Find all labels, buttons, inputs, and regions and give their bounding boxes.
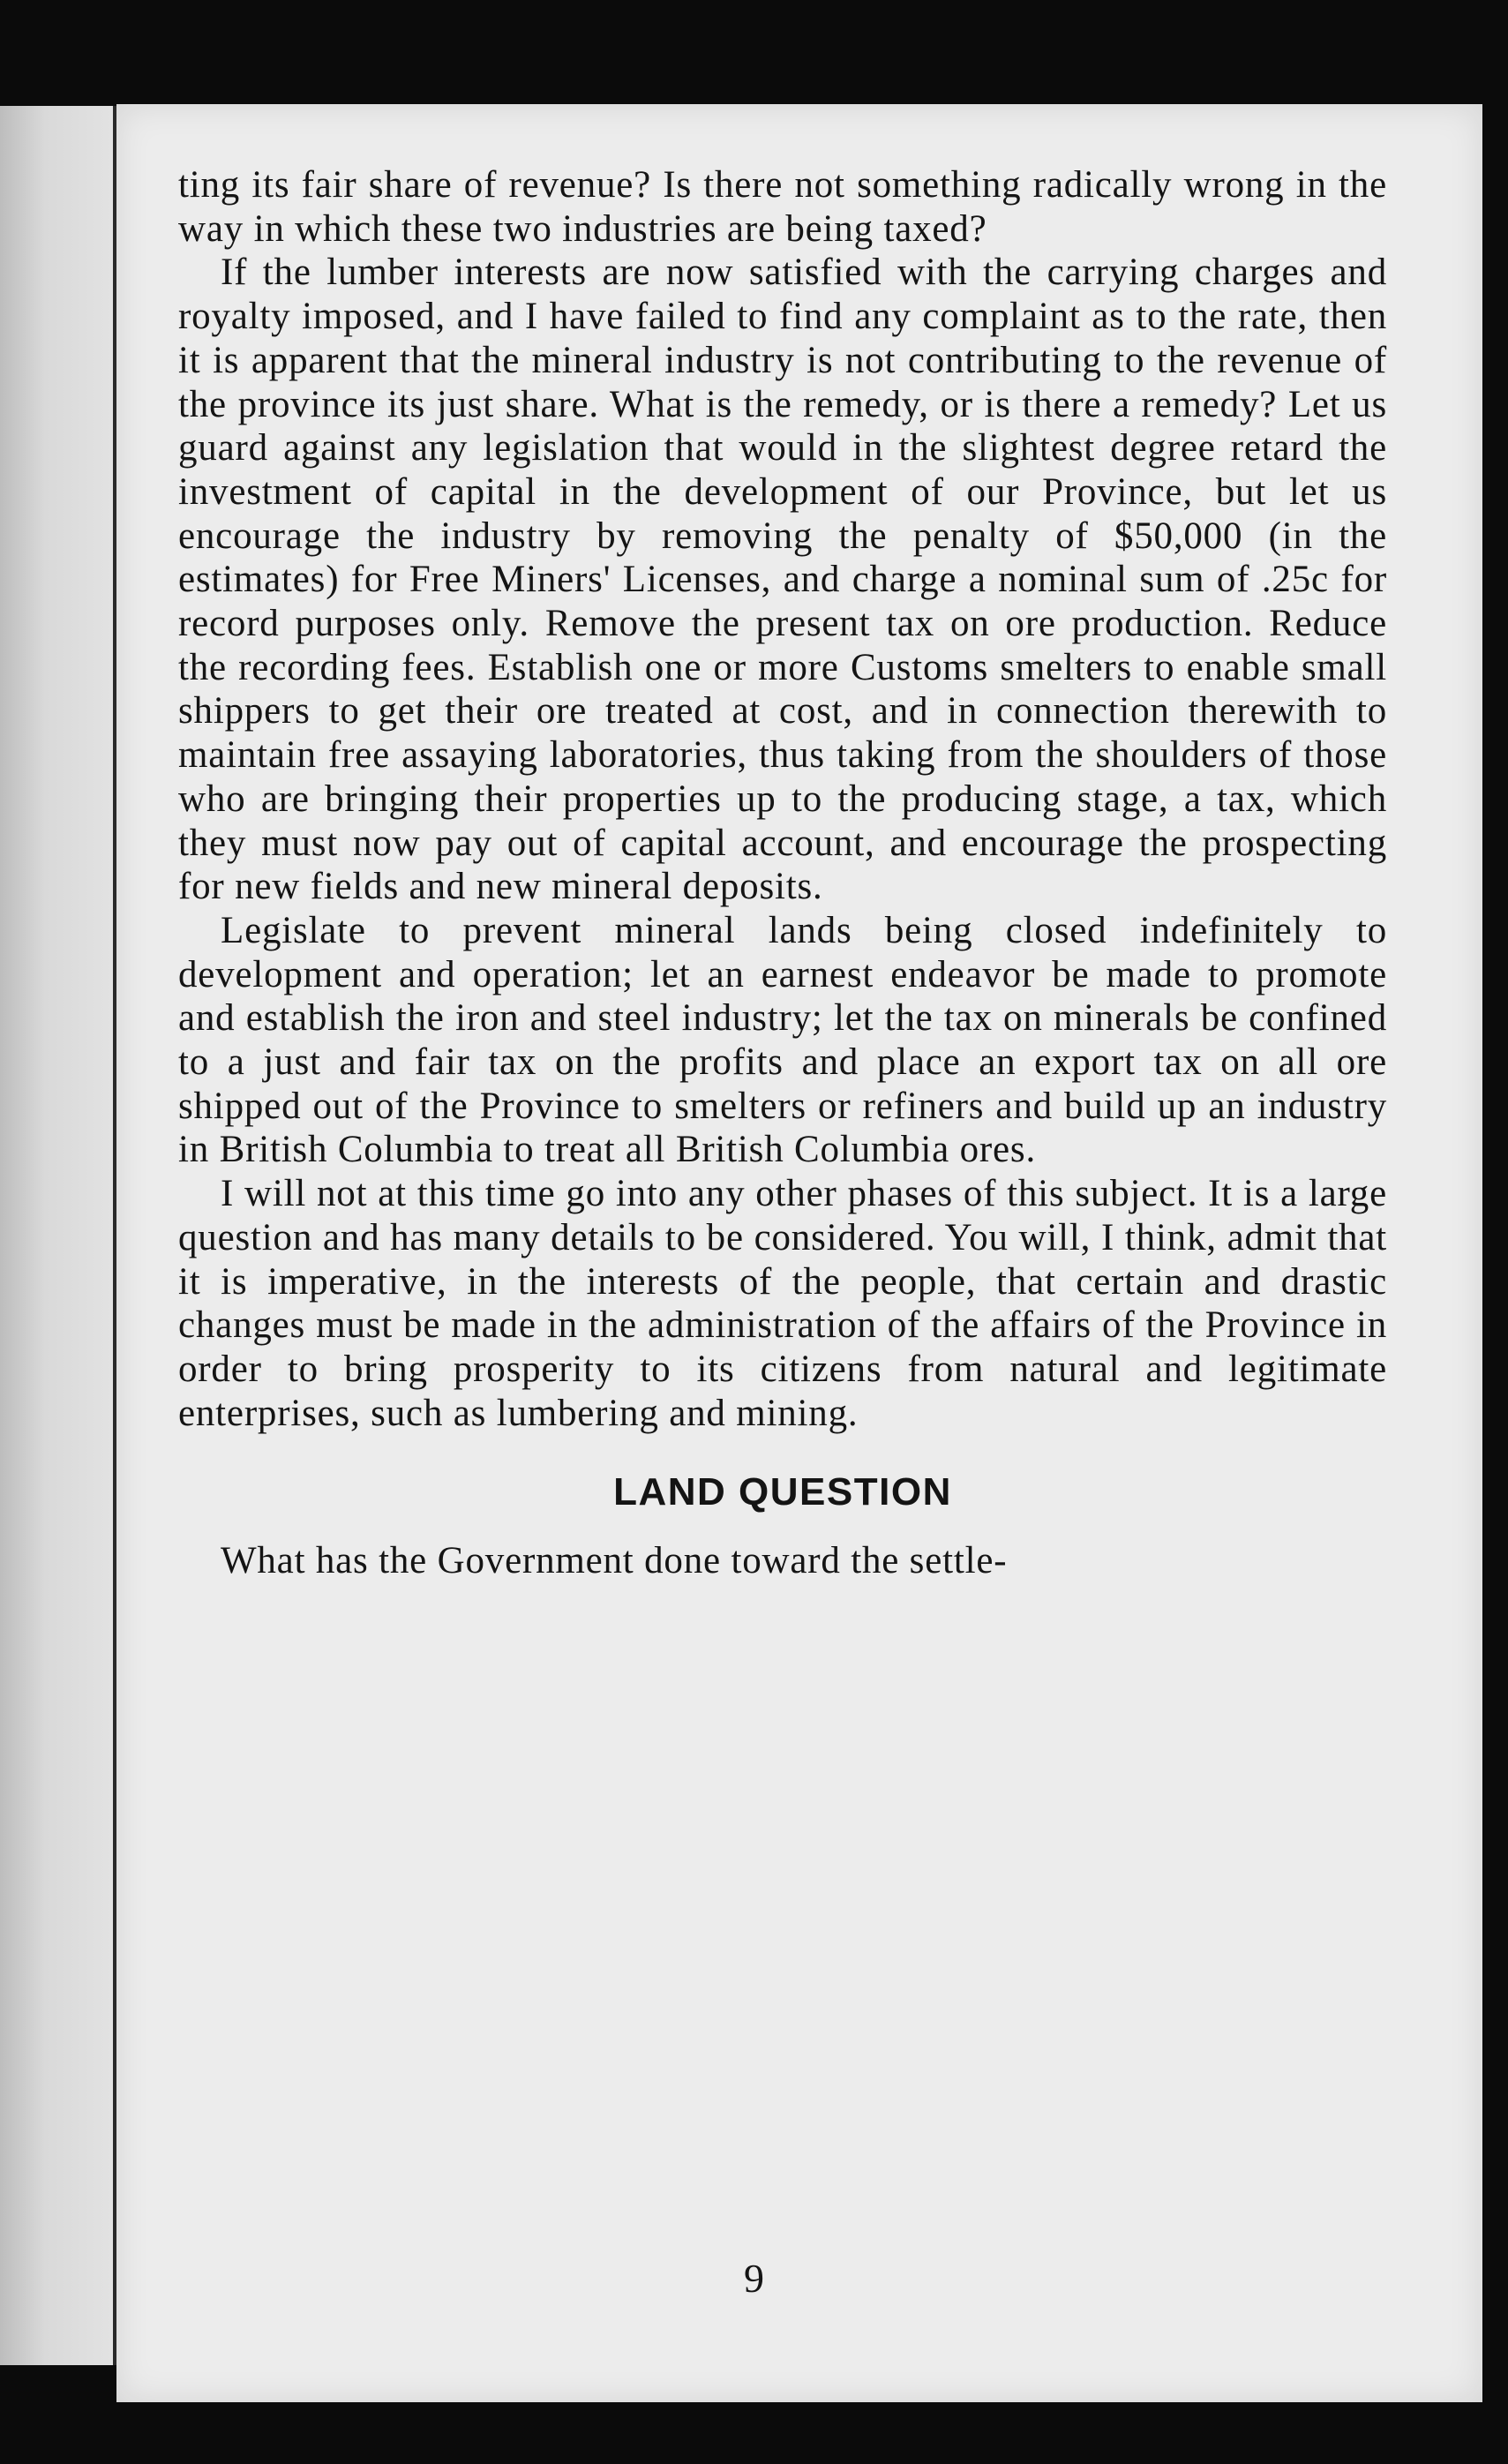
paragraph-1: ting its fair share of revenue? Is there not something radically wrong in the way in which these two industries are being taxed? — [178, 164, 1387, 250]
paragraph-3: Legislate to prevent mineral lands being closed indefinitely to development and operation; let an earnest endeavor be made to promote and establish the iron and steel industry; let the tax on minerals be confined to a just and fair tax on the profits and place an export tax on all ore shipped out of the Province to smelters or refiners and build up an industry in British Columbia to treat all British Columbia ores. — [178, 909, 1387, 1171]
section-heading: LAND QUESTION — [613, 1470, 952, 1514]
page-body — [178, 163, 1387, 1583]
paragraph-2: If the lumber interests are now satisfied with the carrying charges and royalty imposed, and I have failed to find any complaint as to the rate, then it is apparent that the mineral industry is not contributing to the revenue of the province its just share. What is the remedy, or is there a remedy? Let us guard against any legislation that would in the slightest degree retard the investment of capital in the development of our Province, but let us encourage the industry by removing the penalty of $50,000 (in the estimates) for Free Miners' Licenses, and charge a nominal sum of .25c for record purposes only. Remove the present tax on ore production. Reduce the recording fees. Establish one or more Customs smelters to enable small shippers to get their ore treated at cost, and in connection therewith to maintain free assaying laboratories, thus taking from the shoulders of those who are bringing their properties up to the producing stage, a tax, which they must now pay out of capital account, and encourage the prospecting for new fields and new mineral deposits. — [178, 252, 1387, 908]
page-number: 9 — [744, 2256, 764, 2301]
facing-page-edge — [0, 106, 116, 2365]
paragraph-4: I will not at this time go into any other phases of this subject. It is a large question and has many details to be considered. You will, I think, admit that it is imperative, in the interests of the people, that certain and drastic changes must be made in the administration of the affairs of the Province in order to bring prosperity to its citizens from natural and legitimate enterprises, such as lumbering and mining. — [178, 1173, 1387, 1434]
paragraph-5: What has the Government done toward the settle- — [221, 1540, 1008, 1582]
